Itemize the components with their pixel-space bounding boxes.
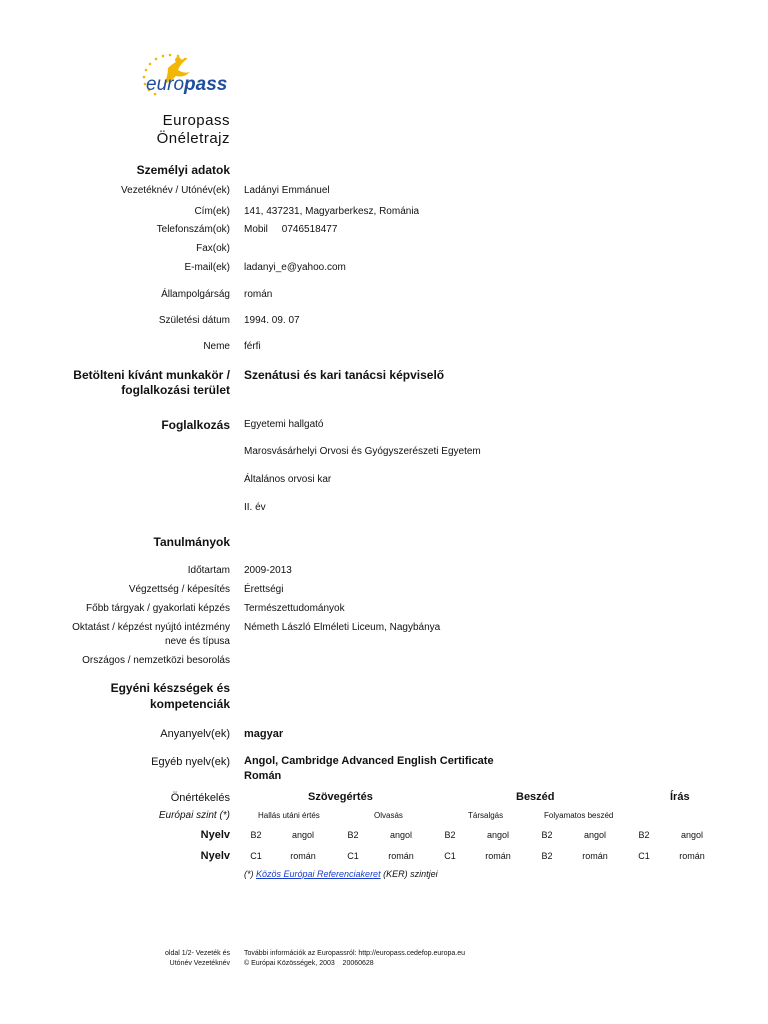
lang2-cell-5: C1 (444, 851, 456, 861)
occupation-line-4: II. év (244, 502, 266, 513)
job-value: Szenátusi és kari tanácsi képviselő (244, 368, 445, 382)
subhead-interaction: Társalgás (468, 811, 504, 820)
phone-label: Telefonszám(ok) (156, 224, 230, 235)
edu-period-label: Időtartam (187, 565, 230, 576)
personal-heading: Személyi adatok (136, 163, 230, 177)
skills-heading-line1: Egyéni készségek és (110, 681, 230, 695)
occupation-line-2: Marosvásárhelyi Orvosi és Gyógyszerészeti Egyetem (244, 446, 481, 457)
lang2-cell-6: román (485, 851, 511, 861)
lang1-cell-2: angol (291, 830, 315, 840)
lang1-cell-6: angol (486, 830, 510, 840)
edu-subjects-value: Természettudományok (244, 603, 345, 614)
occupation-heading: Foglalkozás (161, 418, 230, 432)
job-heading-line2: foglalkozási terület (121, 383, 230, 397)
other-languages-label: Egyéb nyelv(ek) (151, 756, 230, 768)
lang2-cell-1: C1 (250, 851, 262, 861)
lang1-cell-7: B2 (541, 830, 553, 840)
edu-classification-label: Országos / nemzetközi besorolás (82, 655, 230, 666)
lang1-cell-9: B2 (638, 830, 650, 840)
logo-euro: euro (146, 74, 185, 95)
language-row-2-label: Nyelv (200, 850, 230, 862)
other-language-line2: Román (244, 770, 282, 782)
address-label: Cím(ek) (194, 206, 230, 217)
self-assessment-label: Önértékelés (170, 792, 230, 804)
footer-left-line1: oldal 1/2- Vezeték és (165, 950, 230, 957)
cefr-note (244, 869, 438, 879)
lang2-cell-3: C1 (347, 851, 359, 861)
lang2-cell-9: C1 (638, 851, 650, 861)
logo-pass: pass (184, 74, 228, 95)
mother-tongue-value: magyar (244, 728, 284, 740)
gender-label: Neme (203, 341, 230, 352)
lang1-cell-5: B2 (444, 830, 456, 840)
european-level-label: Európai szint (*) (158, 810, 230, 821)
name-label: Vezetéknév / Utónév(ek) (121, 185, 230, 196)
email-value: ladanyi_e@yahoo.com (244, 262, 346, 273)
cefr-note-prefix: (*) (244, 869, 256, 879)
birthdate-value: 1994. 09. 07 (244, 315, 300, 326)
lang1-cell-8: angol (583, 830, 607, 840)
nationality-label: Állampolgárság (161, 289, 230, 300)
europass-wordmark (146, 74, 227, 96)
edu-institution-label-2: neve és típusa (164, 636, 230, 647)
cefr-link[interactable]: Közös Európai Referenciakeret (256, 869, 381, 879)
lang1-cell-3: B2 (347, 830, 359, 840)
skills-heading-line2: kompetenciák (149, 697, 230, 711)
cefr-note-suffix: (KER) szintjei (380, 869, 438, 879)
birthdate-label: Születési dátum (158, 315, 230, 326)
fax-label: Fax(ok) (196, 243, 230, 254)
title-line2: Önéletrajz (156, 130, 230, 147)
phone-value: Mobil 0746518477 (244, 224, 338, 235)
other-language-line1: Angol, Cambridge Advanced English Certificate (244, 755, 494, 767)
edu-institution-value: Németh László Elméleti Liceum, Nagybánya (244, 622, 441, 633)
lang2-cell-7: B2 (541, 851, 553, 861)
email-label: E-mail(ek) (184, 262, 230, 273)
name-value: Ladányi Emmánuel (244, 185, 330, 196)
edu-period-value: 2009-2013 (244, 565, 292, 576)
title-line1: Europass (162, 112, 230, 129)
footer-left-line2: Utónév Vezetéknév (169, 960, 230, 967)
lang2-cell-2: román (290, 851, 316, 861)
edu-degree-value: Érettségi (244, 584, 284, 595)
mother-tongue-label: Anyanyelv(ek) (160, 728, 230, 740)
footer-right (244, 949, 465, 969)
occupation-line-3: Általános orvosi kar (244, 474, 332, 485)
nationality-value: román (244, 289, 273, 300)
subhead-reading: Olvasás (374, 811, 403, 820)
lang2-cell-8: román (582, 851, 608, 861)
lang1-cell-1: B2 (250, 830, 262, 840)
gender-value: férfi (244, 341, 261, 352)
lang2-cell-4: román (388, 851, 414, 861)
lang1-cell-10: angol (680, 830, 704, 840)
occupation-line-1: Egyetemi hallgató (244, 419, 324, 430)
footer-left (165, 949, 230, 969)
job-heading-line1: Betölteni kívánt munkakör / (73, 368, 230, 382)
lang2-cell-10: román (679, 851, 705, 861)
edu-degree-label: Végzettség / képesítés (128, 584, 230, 595)
understanding-heading: Szövegértés (308, 791, 373, 803)
europass-logo (128, 48, 228, 104)
speaking-heading: Beszéd (516, 791, 555, 803)
edu-institution-label: Oktatást / képzést nyújtó intézmény (72, 622, 230, 633)
subhead-production: Folyamatos beszéd (544, 811, 614, 820)
education-heading: Tanulmányok (153, 535, 230, 549)
subhead-listening: Hallás utáni értés (258, 811, 320, 820)
edu-subjects-label: Főbb tárgyak / gyakorlati képzés (86, 603, 230, 614)
lang1-cell-4: angol (389, 830, 413, 840)
footer-right-line1: További információk az Europassról: http://europass.cedefop.europa.eu (244, 950, 466, 957)
footer-right-line2: © Európai Közösségek, 2003 20060628 (244, 960, 374, 967)
language-row-1-label: Nyelv (200, 829, 230, 841)
writing-heading: Írás (670, 791, 690, 803)
address-value: 141, 437231, Magyarberkesz, Románia (244, 206, 420, 217)
